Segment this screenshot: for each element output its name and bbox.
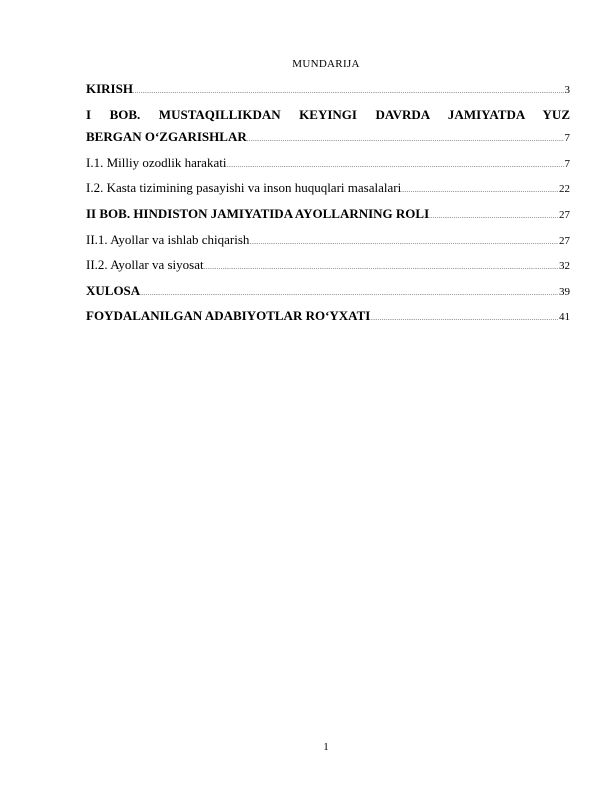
toc-entry-chapter-2[interactable] (86, 203, 570, 229)
toc-label: II.2. Ayollar va siyosat (86, 257, 204, 273)
toc-entry-section-1-1[interactable] (86, 152, 570, 178)
toc-entry-section-2-1[interactable] (86, 229, 570, 255)
toc-entry-kirish[interactable] (86, 78, 570, 104)
dot-leader (140, 283, 558, 306)
toc-entry-bibliography[interactable] (86, 305, 570, 331)
page-title: MUNDARIJA (292, 58, 360, 70)
toc-page-number: 27 (559, 208, 570, 221)
toc-entry-xulosa[interactable] (86, 280, 570, 306)
toc-entry-chapter-1-heading[interactable] (86, 104, 570, 127)
toc-page-number: 3 (564, 84, 570, 96)
toc-label: KIRISH (86, 81, 133, 96)
toc-entry-section-2-2[interactable] (86, 254, 570, 280)
toc-entry-chapter-1[interactable] (86, 126, 570, 152)
dot-leader (401, 180, 558, 203)
toc-label: I BOB. MUSTAQILLIKDAN KEYINGI DAVRDA JAMIYATDA YUZ (86, 106, 570, 122)
toc-page-number: 32 (559, 260, 570, 273)
toc-label: FOYDALANILGAN ADABIYOTLAR RO‘YXATI (86, 308, 371, 324)
toc-page-number: 27 (559, 234, 570, 247)
page-number: 1 (323, 741, 329, 753)
dot-leader (429, 206, 558, 229)
toc-label: BERGAN O‘ZGARISHLAR (86, 129, 247, 145)
dot-leader (249, 232, 558, 255)
toc-entry-section-1-2[interactable] (86, 177, 570, 203)
dot-leader (370, 308, 558, 331)
toc-label: I.1. Milliy ozodlik harakati (86, 154, 227, 170)
toc-label: II BOB. HINDISTON JAMIYATIDA AYOLLARNING ROLI (86, 205, 430, 221)
toc-label: I.2. Kasta tizimining pasayishi va inson huquqlari masalalari (86, 180, 402, 196)
table-of-contents (86, 78, 570, 331)
toc-page-number: 22 (559, 183, 570, 196)
dot-leader (204, 257, 558, 280)
toc-label: XULOSA (86, 282, 141, 298)
dot-leader (247, 129, 564, 152)
dot-leader (226, 155, 563, 178)
toc-label: II.1. Ayollar va ishlab chiqarish (86, 231, 250, 247)
toc-page-number: 41 (559, 311, 570, 324)
toc-page-number: 7 (564, 132, 570, 145)
dot-leader (133, 81, 564, 104)
toc-page-number: 7 (564, 157, 570, 170)
toc-page-number: 39 (559, 285, 570, 298)
